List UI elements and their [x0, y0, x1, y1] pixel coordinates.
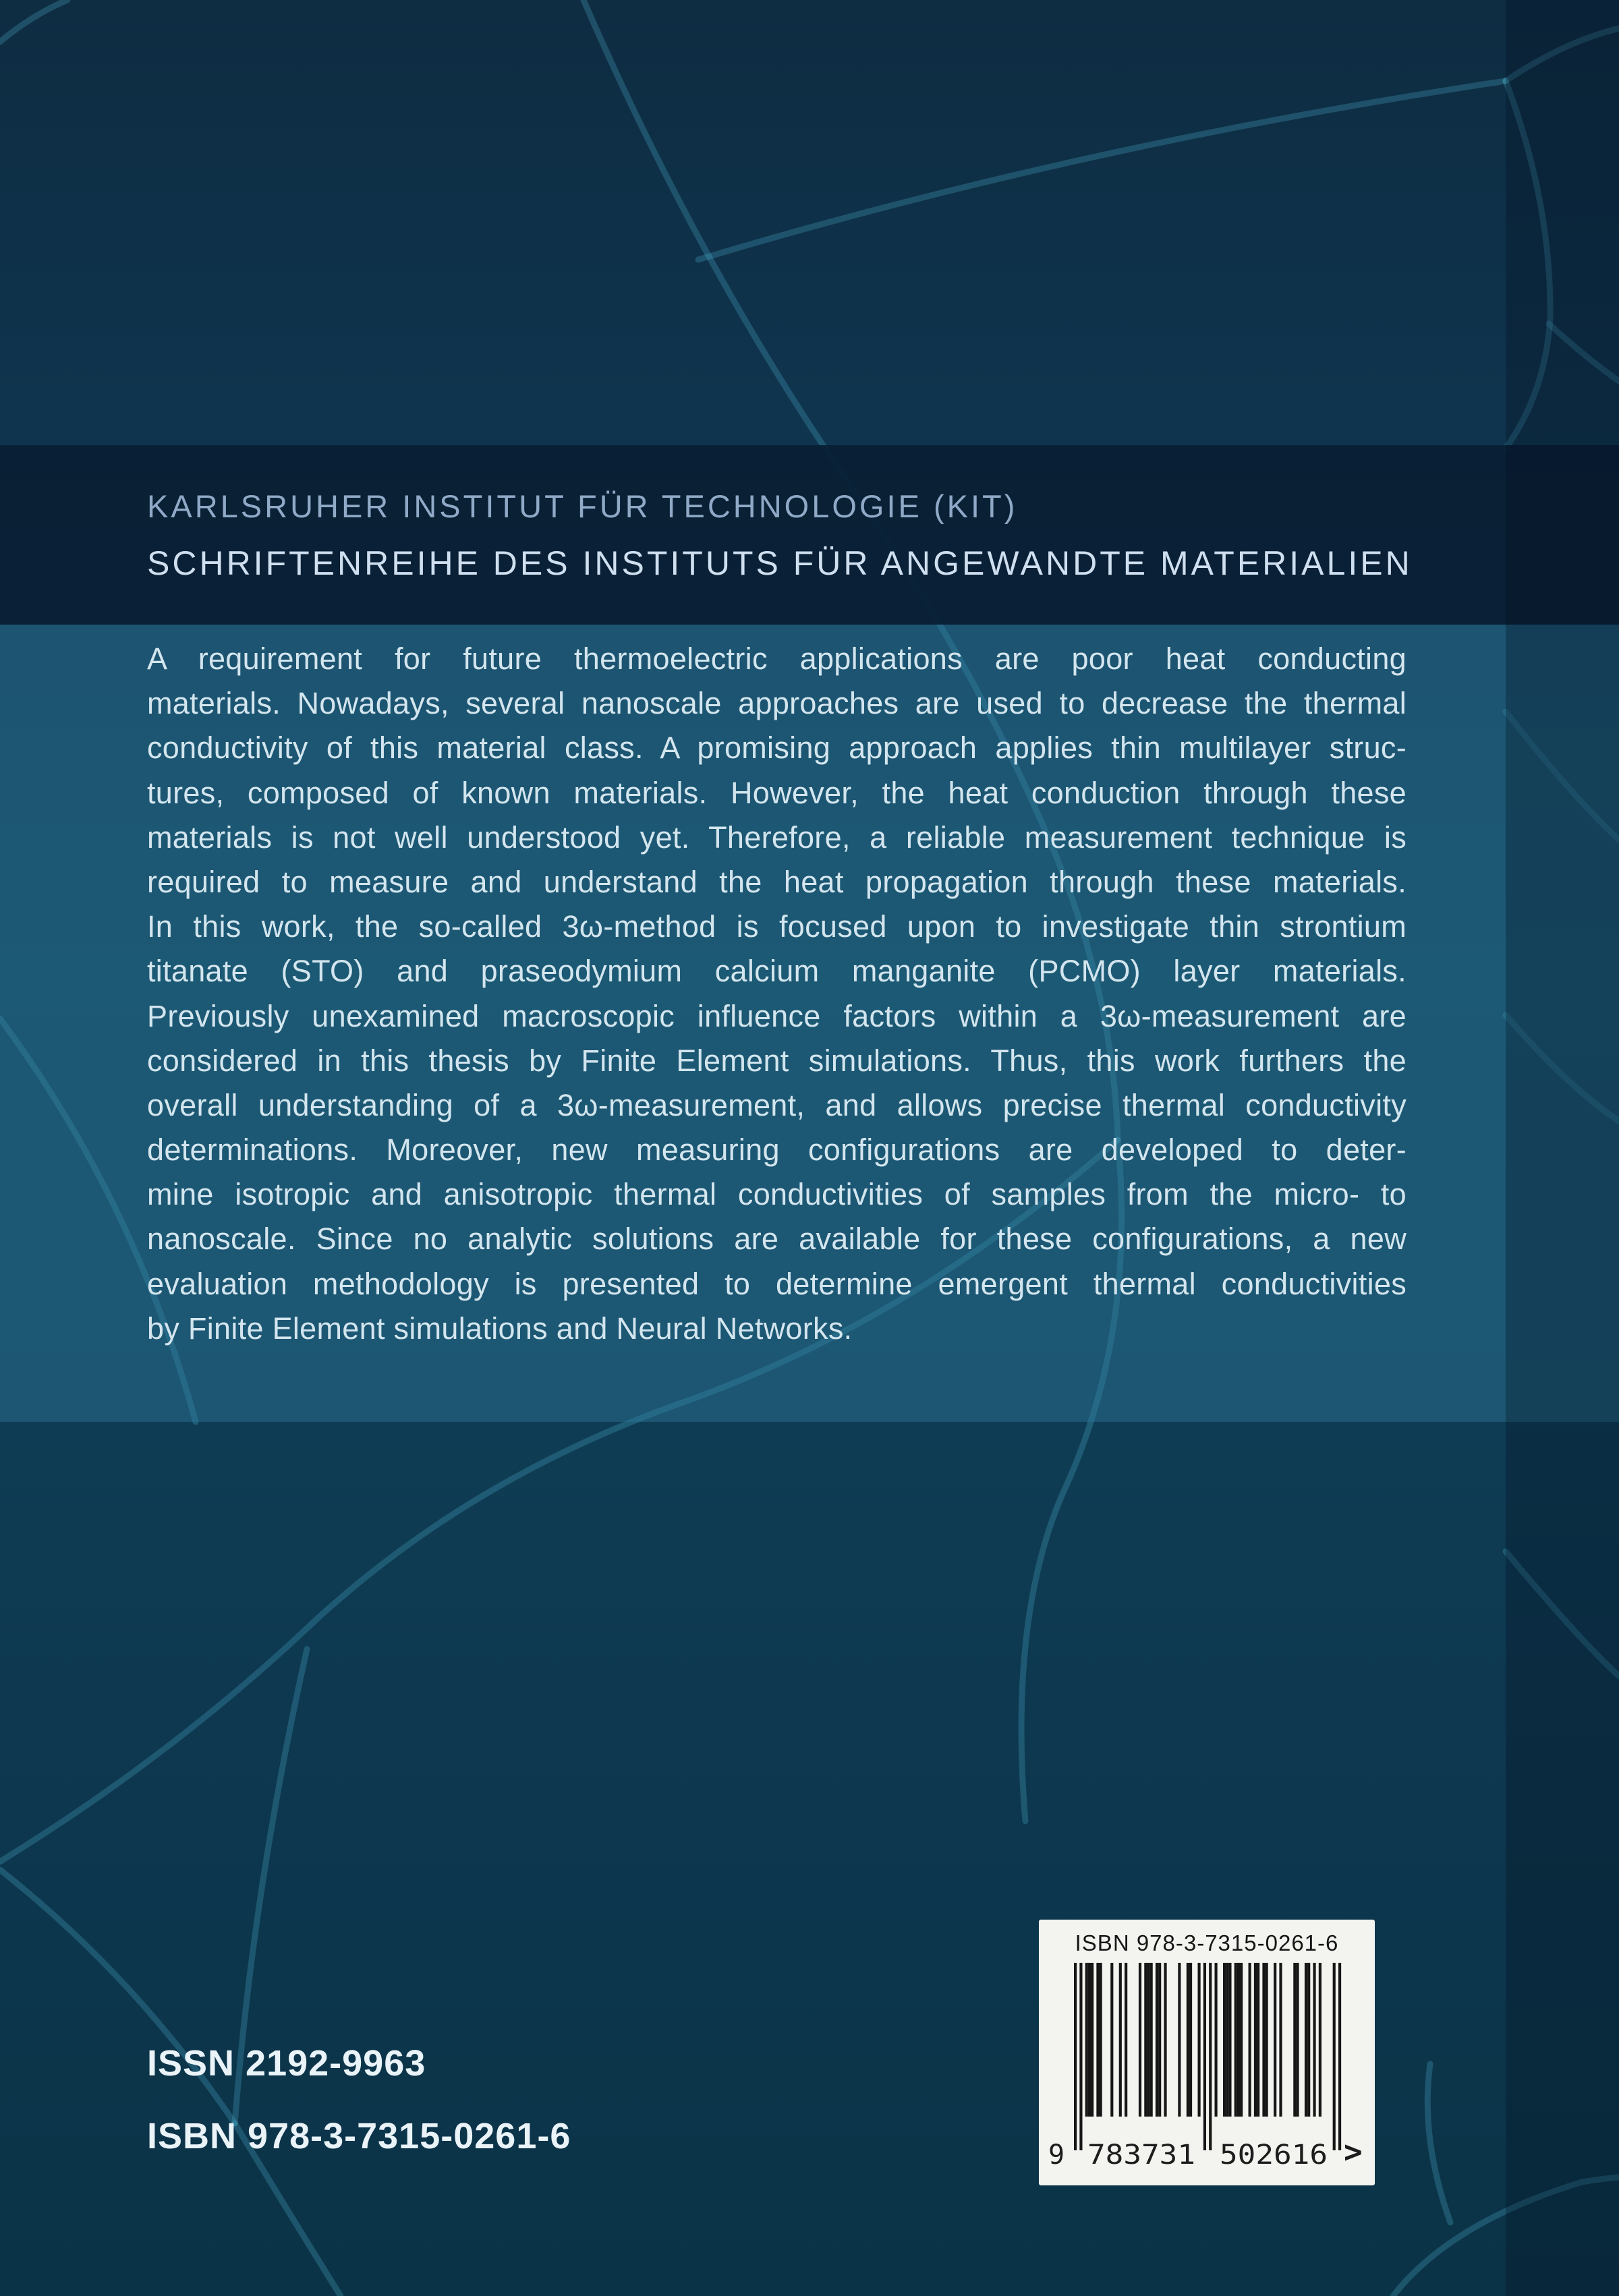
- barcode-bar: [1249, 1963, 1251, 2117]
- abstract-line: evaluation methodology is presented to determine emergent thermal conductivities: [147, 1266, 1407, 1301]
- abstract-line: In this work, the so-called 3ω-method is focused upon to investigate thin strontium: [147, 909, 1407, 944]
- footer-isbn: ISBN 978-3-7315-0261-6: [147, 2116, 571, 2156]
- barcode-bar: [1144, 1963, 1147, 2117]
- barcode-bar: [1307, 1963, 1310, 2117]
- barcode-digit-9: 9: [1048, 2140, 1065, 2171]
- barcode-bar: [1178, 1963, 1181, 2117]
- abstract-line: nanoscale. Since no analytic solutions are available for these configurations, a new: [147, 1222, 1407, 1257]
- barcode-bar: [1313, 1963, 1315, 2117]
- barcode-bar: [1088, 1963, 1091, 2117]
- barcode-bar: [1187, 1963, 1189, 2117]
- pattern-line: [0, 0, 67, 42]
- abstract-line: conductivity of this material class. A promising approach applies thin multilayer struc-: [147, 730, 1407, 766]
- barcode-bar: [1139, 1963, 1141, 2117]
- barcode-bar: [1203, 1963, 1206, 2150]
- barcode-bar: [1197, 1963, 1200, 2117]
- barcode-bar: [1237, 1963, 1240, 2117]
- barcode-bar: [1257, 1963, 1259, 2117]
- barcode-bar: [1074, 1963, 1077, 2150]
- abstract-line: titanate (STO) and praseodymium calcium manganite (PCMO) layer materials.: [147, 954, 1407, 989]
- barcode-bar: [1266, 1963, 1268, 2117]
- barcode-label: ISBN 978-3-7315-0261-6: [1075, 1930, 1339, 1955]
- barcode-bar: [1110, 1963, 1113, 2117]
- barcode-bar: [1091, 1963, 1093, 2117]
- abstract-line: tures, composed of known materials. However, the heat conduction through these: [147, 775, 1407, 810]
- barcode-bar: [1254, 1963, 1257, 2117]
- barcode-bar: [1333, 1963, 1336, 2150]
- abstract-line: materials. Nowadays, several nanoscale approaches are used to decrease the thermal: [147, 686, 1407, 721]
- barcode-bar: [1189, 1963, 1192, 2117]
- barcode-bar: [1338, 1963, 1341, 2150]
- barcode-bar: [1240, 1963, 1243, 2117]
- barcode-bar: [1096, 1963, 1099, 2117]
- barcode-bar: [1156, 1963, 1158, 2117]
- barcode-bar: [1164, 1963, 1166, 2117]
- barcode-bar: [1262, 1963, 1265, 2117]
- barcode-bar: [1305, 1963, 1307, 2117]
- footer-issn: ISSN 2192-9963: [147, 2043, 426, 2084]
- barcode-bar: [1209, 1963, 1212, 2150]
- abstract-line: by Finite Element simulations and Neural Networks.: [147, 1311, 853, 1346]
- barcode-digits-left: 783731: [1087, 2140, 1195, 2171]
- barcode-bar: [1100, 1963, 1102, 2117]
- barcode-bar: [1215, 1963, 1218, 2117]
- barcode-bar: [1085, 1963, 1088, 2117]
- barcode-bar: [1158, 1963, 1161, 2117]
- barcode-bar: [1274, 1963, 1276, 2117]
- band-line-2: SCHRIFTENREIHE DES INSTITUTS FÜR ANGEWANDTE MATERIALIEN: [147, 544, 1413, 582]
- pattern-line: [1427, 2064, 1450, 2222]
- abstract-line: determinations. Moreover, new measuring configurations are developed to deter-: [147, 1132, 1407, 1168]
- barcode-bar: [1125, 1963, 1127, 2117]
- abstract-text: [147, 637, 1407, 1351]
- barcode-bars: [1074, 1963, 1341, 2150]
- abstract-line: required to measure and understand the heat propagation through these materials.: [147, 864, 1407, 899]
- abstract-line: Previously unexamined macroscopic influence factors within a 3ω-measurement are: [147, 998, 1407, 1033]
- band-line-1: KARLSRUHER INSTITUT FÜR TECHNOLOGIE (KIT): [147, 488, 1018, 524]
- barcode-bar: [1147, 1963, 1149, 2117]
- abstract-line: A requirement for future thermoelectric applications are poor heat conducting: [147, 641, 1407, 676]
- barcode-arrow: >: [1344, 2133, 1363, 2170]
- barcode-bar: [1079, 1963, 1082, 2150]
- barcode-bar: [1296, 1963, 1299, 2117]
- barcode-bar: [1293, 1963, 1296, 2117]
- abstract-line: mine isotropic and anisotropic thermal conductivities of samples from the micro- to: [147, 1177, 1407, 1212]
- barcode-bar: [1119, 1963, 1122, 2117]
- abstract-line: considered in this thesis by Finite Element simulations. Thus, this work furthers the: [147, 1043, 1407, 1078]
- abstract-line: materials is not well understood yet. Therefore, a reliable measurement technique is: [147, 820, 1407, 855]
- footer-identifiers: [147, 2042, 571, 2157]
- barcode-bar: [1228, 1963, 1231, 2117]
- barcode-digits-right: 502616: [1220, 2140, 1328, 2171]
- barcode-bar: [1223, 1963, 1226, 2117]
- barcode: [1039, 1963, 1375, 2172]
- barcode-bar: [1319, 1963, 1322, 2117]
- barcode-bar: [1150, 1963, 1153, 2117]
- barcode-bar: [1279, 1963, 1282, 2117]
- barcode-box: [1039, 1920, 1375, 2185]
- right-edge-shade: [1506, 0, 1619, 2296]
- barcode-bar: [1234, 1963, 1237, 2117]
- barcode-bar: [1226, 1963, 1228, 2117]
- publisher-band: [0, 445, 1619, 625]
- pattern-line: [698, 81, 1506, 260]
- abstract-line: overall understanding of a 3ω-measurement, and allows precise thermal conductivity: [147, 1087, 1407, 1122]
